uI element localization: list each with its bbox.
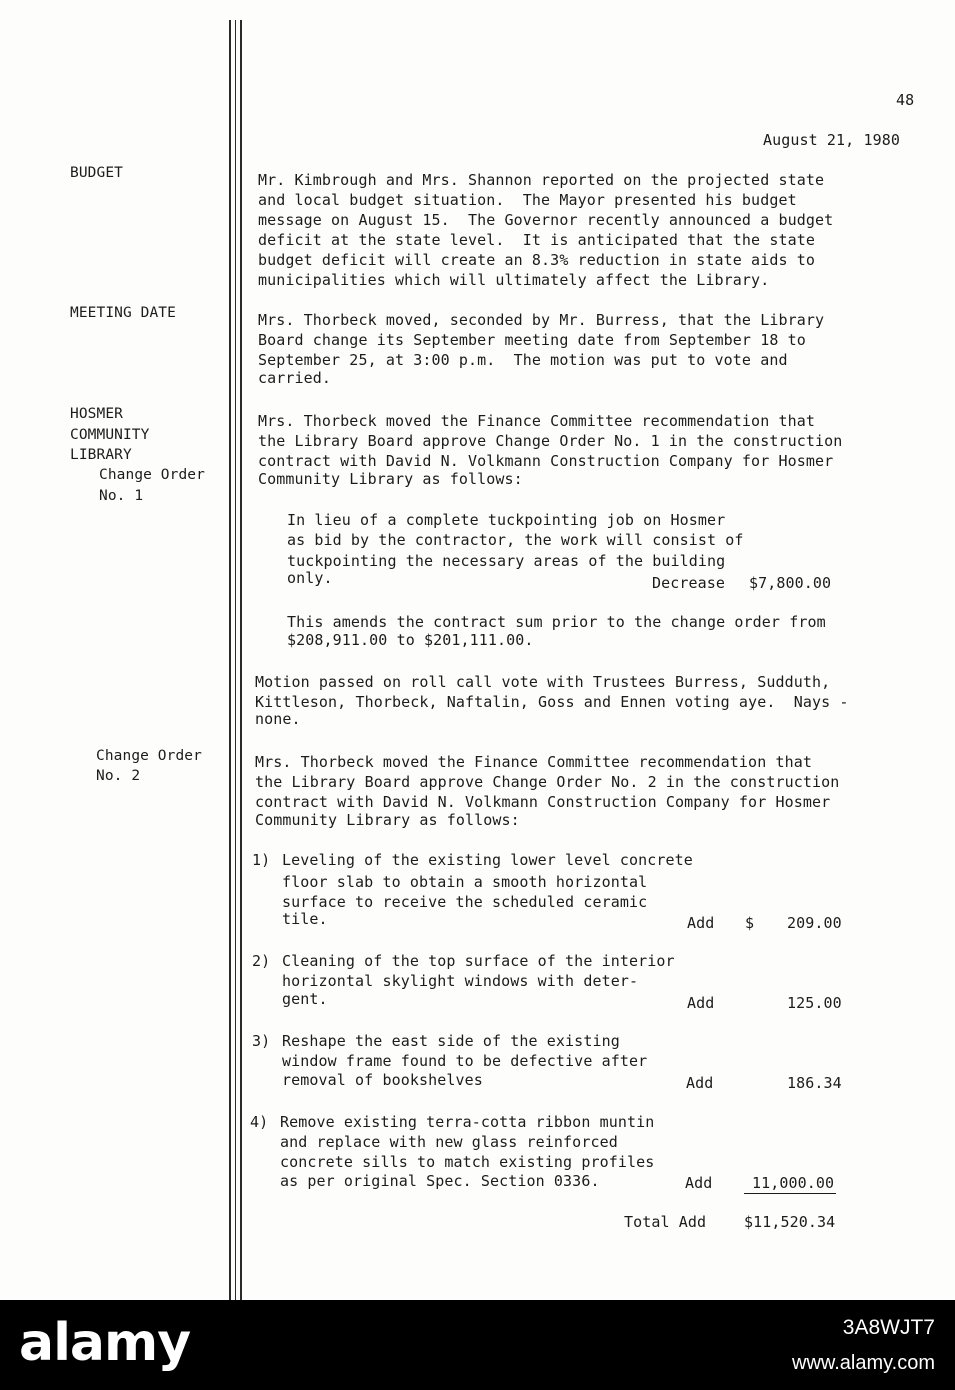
item-line: floor slab to obtain a smooth horizontal	[282, 873, 648, 891]
change-order-1-amends-line: $208,911.00 to $201,111.00.	[287, 631, 534, 649]
item-number: 3)	[252, 1032, 271, 1050]
margin-rule-inner	[240, 20, 242, 1300]
sidebar-hosmer-heading: LIBRARY	[70, 447, 132, 463]
item-line: Reshape the east side of the existing	[282, 1032, 620, 1050]
item-line: window frame found to be defective after	[282, 1052, 648, 1070]
item-line: Cleaning of the top surface of the interior	[282, 952, 675, 970]
motion-paragraph-line: Kittleson, Thorbeck, Naftalin, Goss and Ennen voting aye. Nays -	[255, 693, 849, 711]
item-line: as per original Spec. Section 0336.	[280, 1172, 600, 1190]
change-order-2-intro-line: contract with David N. Volkmann Construction Company for Hosmer	[255, 793, 831, 811]
item-line: removal of bookshelves	[282, 1071, 483, 1089]
meeting-date-header: August 21, 1980	[763, 131, 900, 149]
change-order-2-intro-line: Mrs. Thorbeck moved the Finance Committee recommendation that	[255, 753, 812, 771]
change-order-1-intro-line: contract with David N. Volkmann Construction Company for Hosmer	[258, 452, 834, 470]
budget-paragraph-line: municipalities which will ultimately affect the Library.	[258, 271, 770, 289]
item-amount: 11,000.00	[744, 1173, 836, 1194]
item-number: 2)	[252, 952, 271, 970]
item-add-label: Add	[687, 994, 715, 1012]
item-amount: 209.00	[787, 914, 842, 932]
page-number: 48	[896, 91, 915, 109]
sidebar-change-order-1: Change Order	[99, 467, 205, 483]
sidebar-change-order-2: Change Order	[96, 748, 202, 764]
budget-paragraph-line: and local budget situation. The Mayor presented his budget	[258, 191, 797, 209]
watermark-url: www.alamy.com	[792, 1352, 935, 1374]
sidebar-hosmer-heading: COMMUNITY	[70, 427, 150, 443]
item-add-label: Add	[687, 914, 715, 932]
sidebar-change-order-1: No. 1	[99, 488, 144, 504]
item-line: tile.	[282, 910, 328, 928]
change-order-1-item-line: In lieu of a complete tuckpointing job on Hosmer	[287, 511, 726, 529]
item-line: horizontal skylight windows with deter-	[282, 972, 639, 990]
budget-paragraph-line: deficit at the state level. It is anticipated that the state	[258, 231, 815, 249]
item-line: gent.	[282, 990, 328, 1008]
budget-paragraph-line: budget deficit will create an 8.3% reduction in state aids to	[258, 251, 815, 269]
total-amount: $11,520.34	[744, 1213, 836, 1231]
change-order-1-amends-line: This amends the contract sum prior to the change order from	[287, 613, 826, 631]
margin-rule-outer	[229, 20, 231, 1300]
item-line: concrete sills to match existing profiles	[280, 1153, 655, 1171]
meeting-paragraph-line: September 25, at 3:00 p.m. The motion was put to vote and	[258, 351, 788, 369]
change-order-2-intro-line: Community Library as follows:	[255, 811, 520, 829]
meeting-paragraph-line: Mrs. Thorbeck moved, seconded by Mr. Burress, that the Library	[258, 311, 825, 329]
item-amount: 125.00	[787, 994, 842, 1012]
motion-paragraph-line: Motion passed on roll call vote with Trustees Burress, Sudduth,	[255, 673, 831, 691]
motion-paragraph-line: none.	[255, 710, 301, 728]
item-line: Leveling of the existing lower level concrete	[282, 851, 693, 869]
item-number: 4)	[250, 1113, 269, 1131]
image-id: 3A8WJT7	[842, 1316, 935, 1339]
sidebar-change-order-2: No. 2	[96, 768, 141, 784]
change-order-1-item-line: only.	[287, 569, 333, 587]
item-add-label: Add	[686, 1074, 714, 1092]
change-order-1-intro-line: the Library Board approve Change Order No. 1 in the construction	[258, 432, 843, 450]
change-order-2-intro-line: the Library Board approve Change Order No. 2 in the construction	[255, 773, 840, 791]
budget-paragraph-line: message on August 15. The Governor recently announced a budget	[258, 211, 834, 229]
item-amount: 186.34	[787, 1074, 842, 1092]
sidebar-meeting-date-heading: MEETING DATE	[70, 305, 176, 321]
change-order-1-item-line: tuckpointing the necessary areas of the building	[287, 552, 726, 570]
margin-rule-middle	[235, 20, 236, 1300]
item-line: surface to receive the scheduled ceramic	[282, 893, 648, 911]
item-currency-symbol: $	[745, 914, 755, 932]
change-order-1-amount: $7,800.00	[749, 574, 832, 592]
item-line: and replace with new glass reinforced	[280, 1133, 618, 1151]
change-order-1-intro-line: Mrs. Thorbeck moved the Finance Committee recommendation that	[258, 412, 815, 430]
change-order-1-intro-line: Community Library as follows:	[258, 470, 523, 488]
alamy-logo: alamy	[19, 1313, 191, 1373]
sidebar-budget-heading: BUDGET	[70, 165, 123, 181]
change-order-1-item-line: as bid by the contractor, the work will consist of	[287, 531, 744, 549]
budget-paragraph-line: Mr. Kimbrough and Mrs. Shannon reported on the projected state	[258, 171, 825, 189]
change-order-1-amount-label: Decrease	[652, 574, 726, 592]
item-add-label: Add	[685, 1174, 713, 1192]
meeting-paragraph-line: carried.	[258, 369, 332, 387]
meeting-paragraph-line: Board change its September meeting date from September 18 to	[258, 331, 806, 349]
sidebar-hosmer-heading: HOSMER	[70, 406, 123, 422]
total-label: Total Add	[624, 1213, 707, 1231]
item-line: Remove existing terra-cotta ribbon muntin	[280, 1113, 655, 1131]
item-number: 1)	[252, 851, 271, 869]
